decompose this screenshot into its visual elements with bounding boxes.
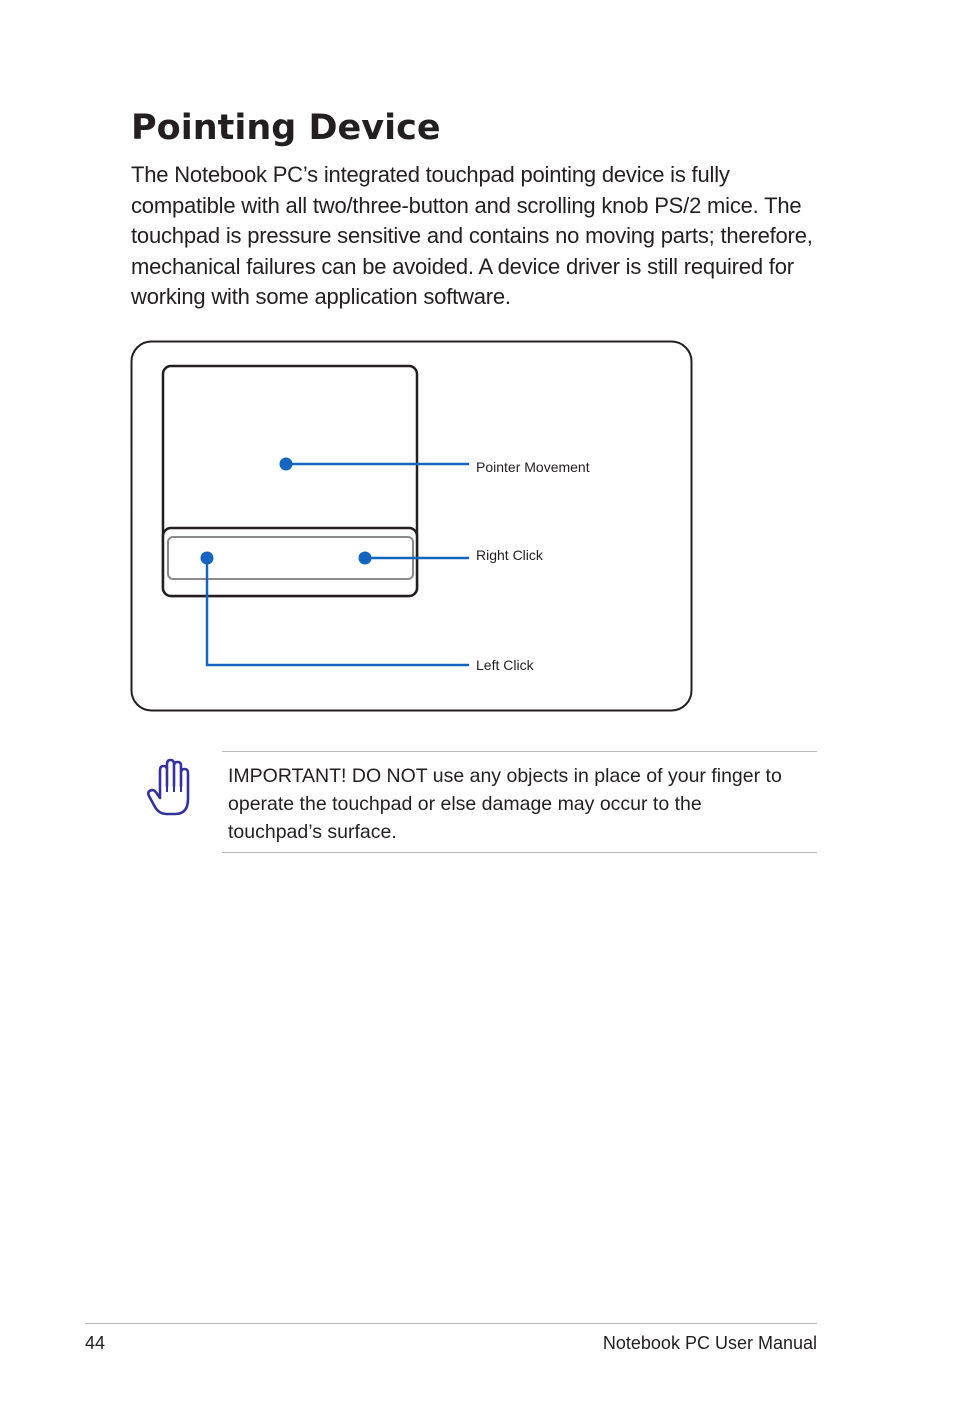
important-note	[222, 751, 817, 853]
manual-title: Notebook PC User Manual	[602, 1333, 817, 1353]
pointer-movement-label: Pointer Movement	[476, 459, 590, 475]
touchpad-diagram	[130, 340, 694, 714]
hand-stop-icon	[145, 756, 199, 820]
pointer-movement-dot	[280, 458, 293, 471]
important-note-text: IMPORTANT! DO NOT use any objects in place of your finger to operate the touchpad or else damage may occur to the touchpad’s surface.	[228, 765, 782, 843]
left-click-label: Left Click	[476, 657, 534, 673]
right-click-label: Right Click	[476, 547, 543, 563]
intro-paragraph: The Notebook PC’s integrated touchpad pointing device is fully compatible with all two/three-button and scrolling knob PS/2 mice. The touchpad is pressure sensitive and contains no moving parts; therefore, mechanical failures can be avoided. A device driver is still required for working with some application software.	[131, 162, 813, 309]
page-number: 44	[85, 1333, 106, 1353]
touchpad-button-bar	[163, 528, 417, 596]
page-title: Pointing Device	[131, 108, 441, 148]
left-click-dot	[201, 552, 214, 565]
footer-divider	[85, 1323, 817, 1324]
right-click-dot	[359, 552, 372, 565]
